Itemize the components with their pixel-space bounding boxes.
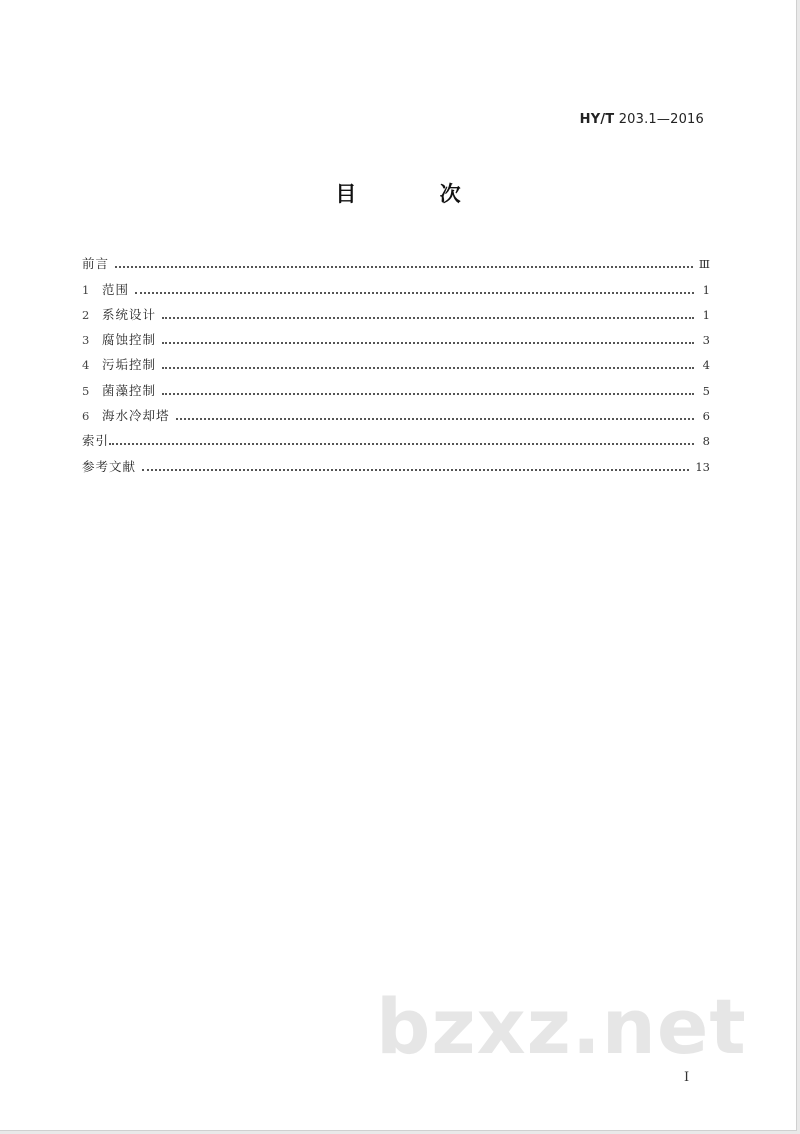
toc-entry-biofouling-control[interactable]	[82, 373, 710, 398]
standard-year: 203.1—2016	[618, 112, 704, 127]
toc-entry-scope[interactable]	[82, 272, 710, 297]
toc-leader-dots	[162, 342, 694, 344]
toc-entry-fouling-control[interactable]	[82, 348, 710, 373]
toc-entry-label: 索引	[82, 433, 110, 449]
toc-entry-page: 8	[702, 434, 710, 449]
toc-entry-label: 腐蚀控制	[102, 332, 157, 348]
page-number: I	[684, 1070, 690, 1085]
toc-entry-label: 系统设计	[102, 306, 157, 322]
toc-entry-number: 2	[82, 307, 90, 322]
toc-entry-number: 5	[82, 383, 90, 398]
toc-entry-number: 1	[82, 282, 90, 297]
toc-entry-page: 4	[702, 358, 710, 373]
toc-leader-dots	[109, 443, 694, 445]
table-of-contents	[82, 247, 710, 475]
toc-leader-dots	[176, 418, 694, 420]
toc-entry-label: 前言	[82, 256, 110, 272]
toc-leader-dots	[162, 367, 694, 369]
watermark: bzxz.net	[376, 982, 747, 1071]
toc-entry-foreword[interactable]	[82, 247, 710, 272]
toc-entry-page: 6	[702, 409, 710, 424]
toc-entry-label: 菌藻控制	[102, 382, 157, 398]
toc-leader-dots	[162, 393, 694, 395]
toc-entry-references[interactable]	[82, 449, 710, 474]
toc-leader-dots	[135, 292, 694, 294]
toc-leader-dots	[142, 469, 689, 471]
toc-entry-page: 1	[702, 307, 710, 322]
standard-number	[580, 112, 704, 127]
toc-entry-page: 13	[695, 459, 710, 474]
standard-code: HY/T	[579, 112, 615, 127]
page-title: 目 次	[335, 182, 499, 206]
toc-entry-number: 4	[82, 358, 90, 373]
toc-entry-page: 1	[702, 282, 710, 297]
toc-entry-page: 3	[702, 333, 710, 348]
toc-leader-dots	[162, 317, 694, 319]
toc-entry-label: 海水冷却塔	[102, 408, 170, 424]
toc-entry-page: Ⅲ	[698, 257, 710, 272]
toc-leader-dots	[115, 266, 693, 268]
toc-entry-system-design[interactable]	[82, 298, 710, 323]
toc-entry-number: 3	[82, 333, 90, 348]
toc-entry-label: 污垢控制	[102, 357, 157, 373]
toc-entry-index[interactable]	[82, 424, 710, 449]
toc-entry-label: 范围	[102, 281, 130, 297]
toc-entry-corrosion-control[interactable]	[82, 323, 710, 348]
toc-entry-seawater-cooling-tower[interactable]	[82, 399, 710, 424]
toc-entry-label: 参考文献	[82, 458, 137, 474]
toc-entry-page: 5	[702, 383, 710, 398]
toc-entry-number: 6	[82, 409, 90, 424]
